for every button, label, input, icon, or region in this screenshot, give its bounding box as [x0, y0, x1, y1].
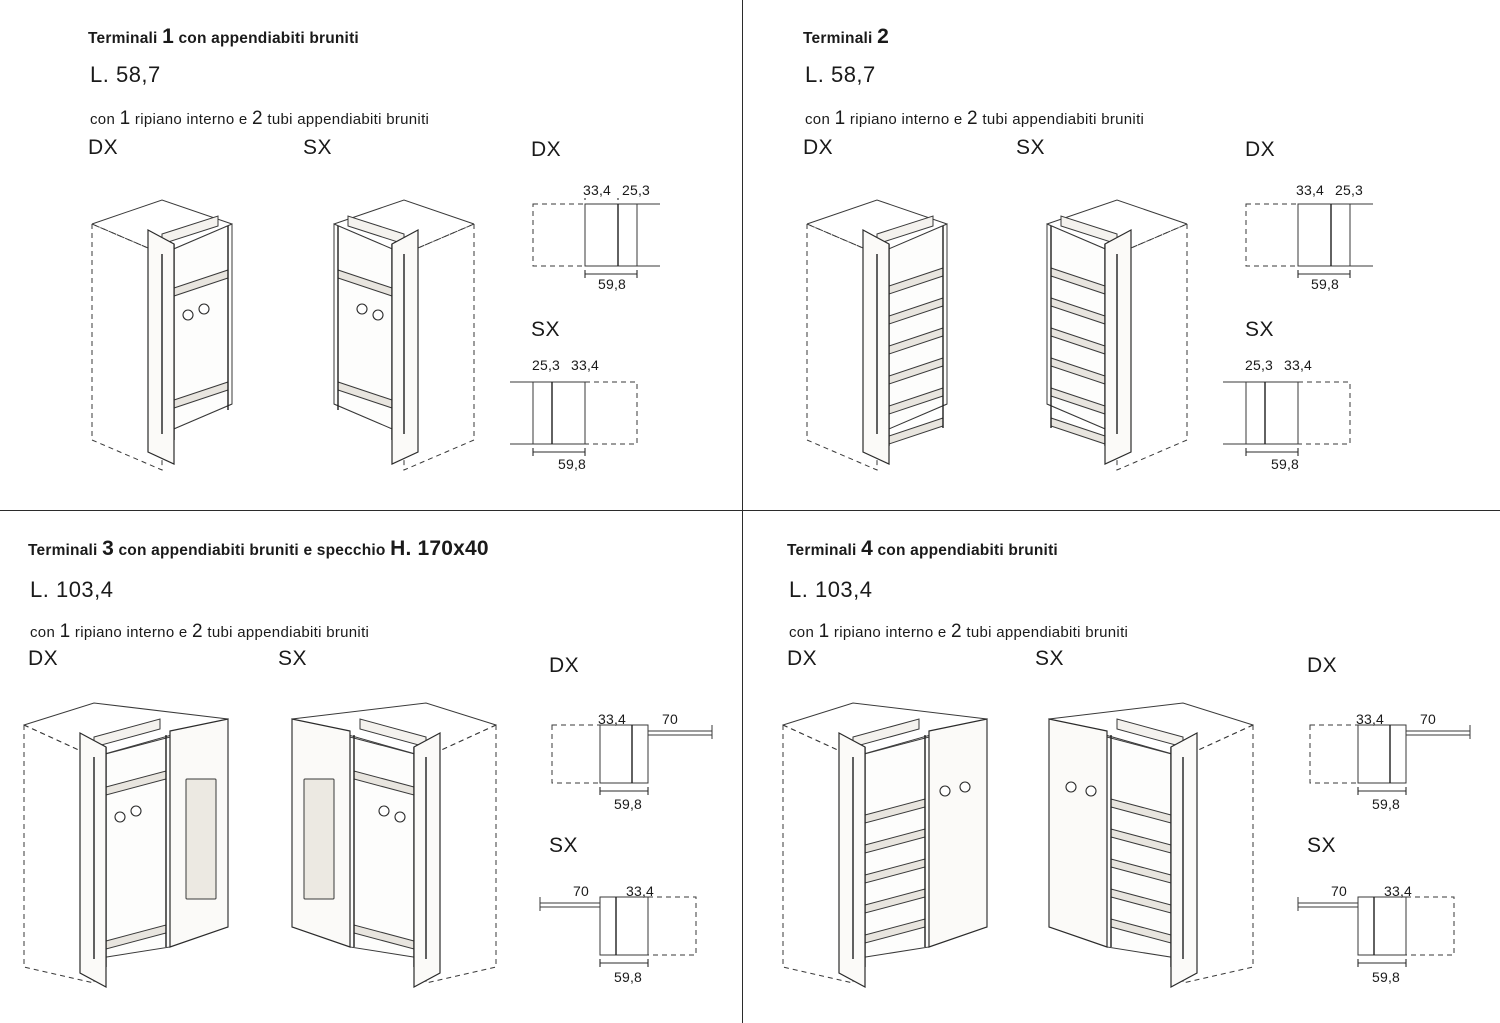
- plan-sx-total: 59,8: [558, 456, 587, 472]
- plan-label-sx: SX: [1307, 834, 1337, 857]
- plan-dx-dim-1: 33,4: [583, 182, 612, 198]
- plan-drawing-sx: [528, 378, 678, 468]
- view-label-sx: SX: [278, 647, 308, 670]
- plan-drawing-dx: [528, 200, 678, 290]
- panel-title: Terminali 4 con appendiabiti bruniti: [787, 537, 1058, 560]
- plan-dx-dim-2: 25,3: [1335, 182, 1364, 198]
- plan-sx-dim-1: 25,3: [1245, 357, 1274, 373]
- width-label: L. 103,4: [30, 577, 114, 602]
- wardrobe-perspective-dx: [10, 697, 250, 997]
- plan-dx-total: 59,8: [1372, 796, 1401, 812]
- plan-sx-dim-2: 33,4: [1284, 357, 1313, 373]
- plan-drawing-sx: [1241, 378, 1391, 468]
- plan-dx-dim-1: 33,4: [1296, 182, 1325, 198]
- plan-dx-dim-2: 70: [1420, 711, 1436, 727]
- panel-description: con 1 ripiano interno e 2 tubi appendiabiti bruniti: [789, 621, 1129, 642]
- width-label: L. 58,7: [805, 62, 876, 87]
- panel-title: Terminali 3 con appendiabiti bruniti e specchio H. 170x40: [28, 537, 489, 560]
- wardrobe-perspective-sx: [270, 697, 510, 997]
- plan-dx-dim-1: 33,4: [1356, 711, 1385, 727]
- plan-sx-dim-2: 33,4: [571, 357, 600, 373]
- plan-label-dx: DX: [1245, 138, 1276, 161]
- view-label-dx: DX: [28, 647, 59, 670]
- plan-dx-dim-2: 70: [662, 711, 678, 727]
- panel-title: Terminali 1 con appendiabiti bruniti: [88, 25, 359, 48]
- plan-drawing-sx: [540, 891, 730, 971]
- plan-label-dx: DX: [531, 138, 562, 161]
- panel-terminali-4: [743, 511, 1485, 1021]
- plan-sx-total: 59,8: [614, 969, 643, 985]
- panel-description: con 1 ripiano interno e 2 tubi appendiabiti bruniti: [30, 621, 370, 642]
- wardrobe-perspective-dx: [793, 190, 993, 480]
- plan-drawing-dx: [1241, 200, 1391, 290]
- plan-sx-dim-1: 70: [573, 883, 589, 899]
- panel-description: con 1 ripiano interno e 2 tubi appendiabiti bruniti: [805, 108, 1145, 129]
- plan-sx-total: 59,8: [1372, 969, 1401, 985]
- view-label-dx: DX: [803, 136, 834, 159]
- view-label-sx: SX: [1016, 136, 1046, 159]
- view-label-sx: SX: [303, 136, 333, 159]
- wardrobe-perspective-sx: [1001, 190, 1201, 480]
- plan-sx-dim-1: 25,3: [532, 357, 561, 373]
- view-label-dx: DX: [787, 647, 818, 670]
- wardrobe-perspective-sx: [288, 190, 488, 480]
- panel-terminali-2: [743, 0, 1485, 510]
- plan-dx-dim-2: 25,3: [622, 182, 651, 198]
- plan-dx-total: 59,8: [1311, 276, 1340, 292]
- width-label: L. 58,7: [90, 62, 161, 87]
- plan-dx-total: 59,8: [614, 796, 643, 812]
- plan-drawing-dx: [1298, 719, 1488, 799]
- panel-terminali-3: [0, 511, 742, 1021]
- wardrobe-perspective-sx: [1027, 697, 1267, 997]
- plan-sx-dim-2: 33,4: [1384, 883, 1413, 899]
- panel-title: Terminali 2: [803, 25, 889, 48]
- view-label-sx: SX: [1035, 647, 1065, 670]
- plan-label-dx: DX: [1307, 654, 1338, 677]
- plan-sx-dim-1: 70: [1331, 883, 1347, 899]
- plan-dx-dim-1: 33,4: [598, 711, 627, 727]
- plan-label-sx: SX: [531, 318, 561, 341]
- plan-drawing-sx: [1298, 891, 1488, 971]
- view-label-dx: DX: [88, 136, 119, 159]
- width-label: L. 103,4: [789, 577, 873, 602]
- plan-sx-total: 59,8: [1271, 456, 1300, 472]
- plan-label-sx: SX: [1245, 318, 1275, 341]
- plan-sx-dim-2: 33,4: [626, 883, 655, 899]
- plan-dx-total: 59,8: [598, 276, 627, 292]
- wardrobe-perspective-dx: [78, 190, 278, 480]
- plan-label-sx: SX: [549, 834, 579, 857]
- plan-label-dx: DX: [549, 654, 580, 677]
- panel-terminali-1: [0, 0, 742, 510]
- plan-drawing-dx: [540, 719, 730, 799]
- panel-description: con 1 ripiano interno e 2 tubi appendiabiti bruniti: [90, 108, 430, 129]
- wardrobe-perspective-dx: [769, 697, 1009, 997]
